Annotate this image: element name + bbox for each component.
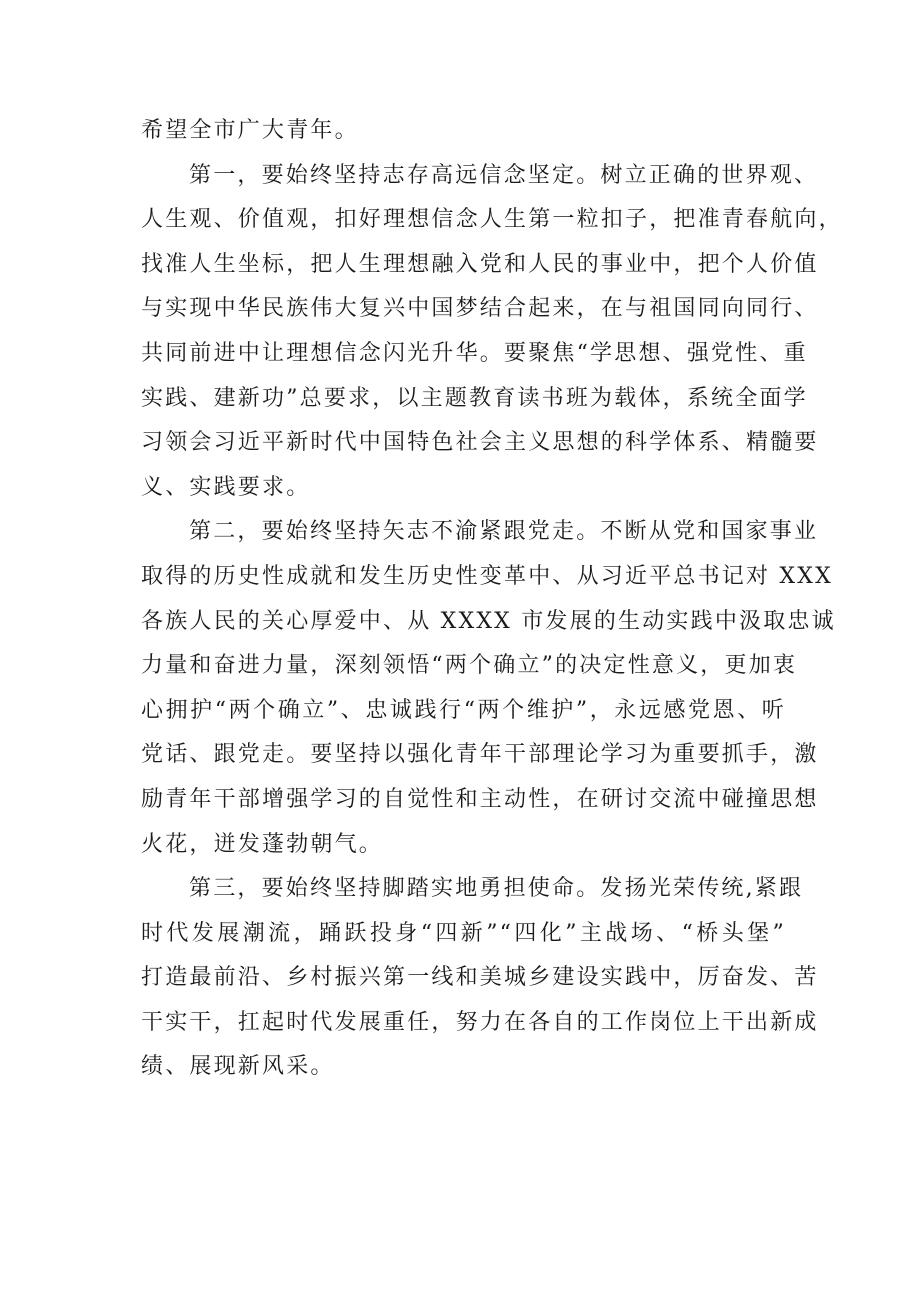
paragraph-first-line-3: 找准人生坐标，把人生理想融入党和人民的事业中，把个人价值 xyxy=(141,251,819,277)
paragraph-third-line-3: 打造最前沿、乡村振兴第一线和美城乡建设实践中，厉奋发、苦 xyxy=(141,965,819,991)
paragraph-second-line-3: 各族人民的关心厚爱中、从 XXXX 市发展的生动实践中汲取忠诚 xyxy=(141,608,836,634)
paragraph-first-line-1: 第一，要始终坚持志存高远信念坚定。树立正确的世界观、 xyxy=(189,162,819,188)
paragraph-first-line-6: 实践、建新功”总要求，以主题教育读书班为载体，系统全面学 xyxy=(141,385,808,411)
paragraph-first-line-4: 与实现中华民族伟大复兴中国梦结合起来，在与祖国同向同行、 xyxy=(141,296,819,322)
paragraph-third-line-4: 干实干，扛起时代发展重任，努力在各自的工作岗位上干出新成 xyxy=(141,1009,819,1035)
paragraph-first-line-7: 习领会习近平新时代中国特色社会主义思想的科学体系、精髓要 xyxy=(141,430,819,456)
paragraph-second-line-8: 火花，迸发蓬勃朝气。 xyxy=(141,831,384,857)
paragraph-second-line-1: 第二，要始终坚持矢志不渝紧跟党走。不断从党和国家事业 xyxy=(189,519,819,545)
paragraph-second-line-2: 取得的历史性成就和发生历史性变革中、从习近平总书记对 XXX xyxy=(141,563,833,589)
paragraph-third-line-5: 绩、展现新风采。 xyxy=(141,1054,335,1080)
paragraph-first-line-8: 义、实践要求。 xyxy=(141,474,311,500)
paragraph-first-line-5: 共同前进中让理想信念闪光升华。要聚焦“学思想、强党性、重 xyxy=(141,340,808,366)
paragraph-second-line-7: 励青年干部增强学习的自觉性和主动性，在研讨交流中碰撞思想 xyxy=(141,786,819,812)
paragraph-third-line-2: 时代发展潮流，踊跃投身“四新”“四化”主战场、“桥头堡” xyxy=(141,920,786,946)
paragraph-second-line-6: 党话、跟党走。要坚持以强化青年干部理论学习为重要抓手，激 xyxy=(141,742,819,768)
paragraph-intro-line-1: 希望全市广大青年。 xyxy=(141,118,359,143)
paragraph-second-line-5: 心拥护“两个确立”、忠诚践行“两个维护”，永远感党恩、听 xyxy=(141,697,786,723)
paragraph-second-line-4: 力量和奋进力量，深刻领悟“两个确立”的决定性意义，更加衷 xyxy=(141,653,798,679)
paragraph-first-line-2: 人生观、价值观，扣好理想信念人生第一粒扣子，把准青春航向， xyxy=(141,207,843,233)
document-body xyxy=(141,109,843,1090)
paragraph-third-line-1: 第三，要始终坚持脚踏实地勇担使命。发扬光荣传统,紧跟 xyxy=(189,876,804,902)
